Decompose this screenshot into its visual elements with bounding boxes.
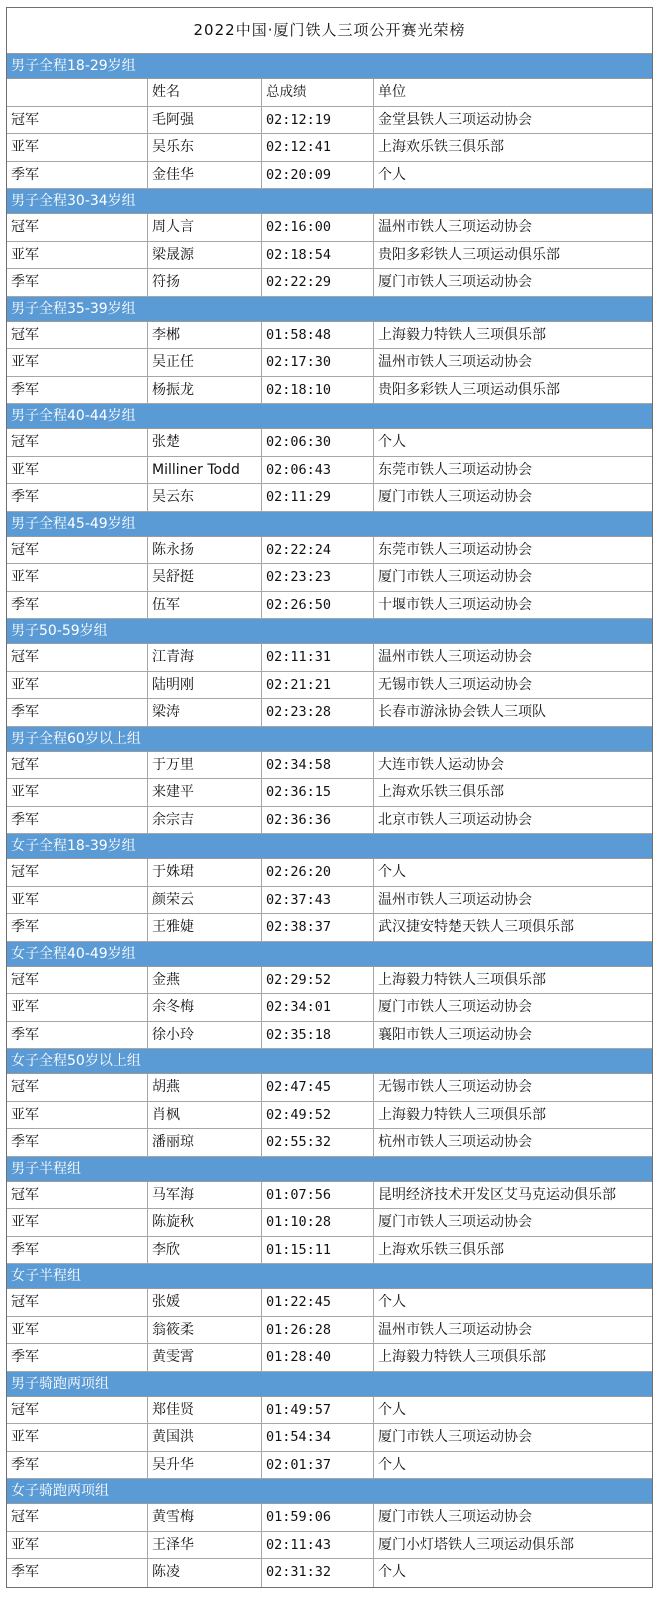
group-header: 女子半程组 bbox=[7, 1264, 652, 1289]
table-row bbox=[7, 592, 652, 620]
unit-cell: 上海毅力特铁人三项俱乐部 bbox=[373, 1344, 652, 1371]
table-row bbox=[7, 214, 652, 242]
rank-cell: 季军 bbox=[11, 919, 39, 935]
unit-cell: 东莞市铁人三项运动协会 bbox=[373, 537, 652, 564]
table-row bbox=[7, 967, 652, 995]
time-cell: 02:26:50 bbox=[261, 592, 373, 619]
table-row bbox=[7, 377, 652, 405]
table-row bbox=[7, 429, 652, 457]
rank-cell: 亚军 bbox=[11, 246, 39, 263]
time-cell: 01:58:48 bbox=[261, 322, 373, 349]
unit-cell: 东莞市铁人三项运动协会 bbox=[373, 457, 652, 484]
rank-cell: 季军 bbox=[11, 166, 39, 183]
name-cell: 陈旋秋 bbox=[147, 1209, 261, 1236]
time-cell: 02:26:20 bbox=[261, 859, 373, 886]
name-cell: 马军海 bbox=[147, 1182, 261, 1209]
rank-cell: 冠军 bbox=[11, 1401, 39, 1418]
name-cell: 李欣 bbox=[147, 1237, 261, 1264]
time-cell: 02:31:32 bbox=[261, 1559, 373, 1587]
name-cell: Milliner Todd bbox=[147, 457, 261, 484]
table-body bbox=[7, 54, 652, 1587]
table-row bbox=[7, 644, 652, 672]
time-cell: 01:07:56 bbox=[261, 1182, 373, 1209]
rank-cell: 冠军 bbox=[11, 1186, 39, 1203]
unit-cell: 个人 bbox=[373, 1397, 652, 1424]
group-header: 女子全程40-49岁组 bbox=[7, 942, 652, 967]
time-cell: 02:22:24 bbox=[261, 537, 373, 564]
rank-cell: 冠军 bbox=[11, 756, 39, 773]
unit-cell: 无锡市铁人三项运动协会 bbox=[373, 672, 652, 699]
time-cell: 01:26:28 bbox=[261, 1317, 373, 1344]
rank-cell: 季军 bbox=[11, 274, 39, 290]
name-cell: 颜荣云 bbox=[147, 887, 261, 914]
table-row bbox=[7, 807, 652, 835]
time-cell: 02:18:10 bbox=[261, 377, 373, 404]
table-row bbox=[7, 752, 652, 780]
name-cell: 吴舒挺 bbox=[147, 564, 261, 591]
unit-cell: 杭州市铁人三项运动协会 bbox=[373, 1129, 652, 1156]
table-row bbox=[7, 349, 652, 377]
table-row bbox=[7, 269, 652, 297]
rank-cell: 冠军 bbox=[11, 1509, 39, 1525]
unit-cell: 个人 bbox=[373, 429, 652, 456]
rank-cell: 亚军 bbox=[11, 461, 39, 478]
unit-cell: 个人 bbox=[373, 1559, 652, 1587]
group-header: 男子全程60岁以上组 bbox=[7, 727, 652, 752]
name-cell: 黄国洪 bbox=[147, 1424, 261, 1451]
time-cell: 02:12:19 bbox=[261, 107, 373, 134]
rank-cell: 季军 bbox=[11, 596, 39, 613]
column-header-rank bbox=[7, 79, 147, 106]
name-cell: 黄雪梅 bbox=[147, 1504, 261, 1531]
table-row bbox=[7, 1344, 652, 1372]
column-header-name: 姓名 bbox=[147, 79, 261, 106]
rank-cell: 冠军 bbox=[11, 541, 39, 558]
time-cell: 02:11:31 bbox=[261, 644, 373, 671]
rank-cell: 季军 bbox=[11, 1026, 39, 1043]
time-cell: 02:38:37 bbox=[261, 914, 373, 941]
unit-cell: 十堰市铁人三项运动协会 bbox=[373, 592, 652, 619]
name-cell: 胡燕 bbox=[147, 1074, 261, 1101]
rank-cell: 冠军 bbox=[11, 326, 39, 343]
time-cell: 02:35:18 bbox=[261, 1022, 373, 1049]
unit-cell: 厦门市铁人三项运动协会 bbox=[373, 484, 652, 511]
rank-cell: 季军 bbox=[11, 381, 39, 398]
rank-cell: 季军 bbox=[11, 1134, 39, 1150]
time-cell: 02:49:52 bbox=[261, 1102, 373, 1129]
table-row bbox=[7, 322, 652, 350]
unit-cell: 厦门小灯塔铁人三项运动俱乐部 bbox=[373, 1532, 652, 1559]
rank-cell: 亚军 bbox=[11, 1429, 39, 1445]
rank-cell: 亚军 bbox=[11, 354, 39, 370]
table-row bbox=[7, 1182, 652, 1210]
table-row bbox=[7, 1452, 652, 1480]
rank-cell: 冠军 bbox=[11, 1079, 39, 1095]
group-header: 男子50-59岁组 bbox=[7, 619, 652, 644]
page-title: 2022中国·厦门铁人三项公开赛光荣榜 bbox=[7, 8, 652, 54]
time-cell: 02:12:41 bbox=[261, 134, 373, 161]
name-cell: 于姝珺 bbox=[147, 859, 261, 886]
table-row bbox=[7, 457, 652, 485]
group-header: 女子骑跑两项组 bbox=[7, 1479, 652, 1504]
name-cell: 徐小玲 bbox=[147, 1022, 261, 1049]
table-row bbox=[7, 162, 652, 190]
column-header-unit: 单位 bbox=[373, 79, 652, 106]
unit-cell: 长春市游泳协会铁人三项队 bbox=[373, 699, 652, 726]
name-cell: 陈永扬 bbox=[147, 537, 261, 564]
time-cell: 02:34:58 bbox=[261, 752, 373, 779]
name-cell: 吴正任 bbox=[147, 349, 261, 376]
rank-cell: 亚军 bbox=[11, 1321, 39, 1338]
table-row bbox=[7, 994, 652, 1022]
unit-cell: 个人 bbox=[373, 1289, 652, 1316]
unit-cell: 上海毅力特铁人三项俱乐部 bbox=[373, 322, 652, 349]
unit-cell: 温州市铁人三项运动协会 bbox=[373, 214, 652, 241]
time-cell: 02:17:30 bbox=[261, 349, 373, 376]
time-cell: 02:06:30 bbox=[261, 429, 373, 456]
table-row bbox=[7, 134, 652, 162]
name-cell: 来建平 bbox=[147, 779, 261, 806]
rank-cell: 冠军 bbox=[11, 111, 39, 128]
rank-cell: 亚军 bbox=[11, 676, 39, 693]
time-cell: 02:21:21 bbox=[261, 672, 373, 699]
table-row bbox=[7, 859, 652, 887]
unit-cell: 金堂县铁人三项运动协会 bbox=[373, 107, 652, 134]
time-cell: 01:10:28 bbox=[261, 1209, 373, 1236]
time-cell: 02:36:36 bbox=[261, 807, 373, 834]
unit-cell: 北京市铁人三项运动协会 bbox=[373, 807, 652, 834]
rank-cell: 亚军 bbox=[11, 891, 39, 908]
unit-cell: 襄阳市铁人三项运动协会 bbox=[373, 1022, 652, 1049]
table-row bbox=[7, 1559, 652, 1587]
time-cell: 02:22:29 bbox=[261, 269, 373, 296]
table-row bbox=[7, 699, 652, 727]
table-row bbox=[7, 1532, 652, 1560]
group-header: 男子全程45-49岁组 bbox=[7, 512, 652, 537]
unit-cell: 无锡市铁人三项运动协会 bbox=[373, 1074, 652, 1101]
rank-cell: 亚军 bbox=[11, 999, 39, 1015]
group-header: 男子全程40-44岁组 bbox=[7, 404, 652, 429]
name-cell: 符扬 bbox=[147, 269, 261, 296]
unit-cell: 贵阳多彩铁人三项运动俱乐部 bbox=[373, 377, 652, 404]
time-cell: 02:23:23 bbox=[261, 564, 373, 591]
name-cell: 王泽华 bbox=[147, 1532, 261, 1559]
rank-cell: 冠军 bbox=[11, 1294, 39, 1310]
rank-cell: 季军 bbox=[11, 1456, 39, 1473]
table-row bbox=[7, 1237, 652, 1265]
unit-cell: 上海欢乐铁三俱乐部 bbox=[373, 134, 652, 161]
rank-cell: 冠军 bbox=[11, 971, 39, 988]
name-cell: 金佳华 bbox=[147, 162, 261, 189]
table-row bbox=[7, 1074, 652, 1102]
table-row bbox=[7, 1209, 652, 1237]
rank-cell: 冠军 bbox=[11, 649, 39, 665]
name-cell: 张楚 bbox=[147, 429, 261, 456]
time-cell: 01:59:06 bbox=[261, 1504, 373, 1531]
name-cell: 毛阿强 bbox=[147, 107, 261, 134]
rank-cell: 亚军 bbox=[11, 1214, 39, 1230]
name-cell: 吴乐东 bbox=[147, 134, 261, 161]
time-cell: 02:37:43 bbox=[261, 887, 373, 914]
name-cell: 伍军 bbox=[147, 592, 261, 619]
name-cell: 潘丽琼 bbox=[147, 1129, 261, 1156]
rank-cell: 季军 bbox=[11, 489, 39, 505]
name-cell: 肖枫 bbox=[147, 1102, 261, 1129]
group-header: 女子全程18-39岁组 bbox=[7, 834, 652, 859]
unit-cell: 大连市铁人运动协会 bbox=[373, 752, 652, 779]
rank-cell: 亚军 bbox=[11, 569, 39, 585]
name-cell: 张媛 bbox=[147, 1289, 261, 1316]
name-cell: 黄雯霄 bbox=[147, 1344, 261, 1371]
unit-cell: 个人 bbox=[373, 859, 652, 886]
unit-cell: 昆明经济技术开发区艾马克运动俱乐部 bbox=[373, 1182, 652, 1209]
time-cell: 01:22:45 bbox=[261, 1289, 373, 1316]
name-cell: 杨振龙 bbox=[147, 377, 261, 404]
table-row bbox=[7, 914, 652, 942]
time-cell: 02:11:29 bbox=[261, 484, 373, 511]
group-header: 男子骑跑两项组 bbox=[7, 1372, 652, 1397]
name-cell: 翁筱柔 bbox=[147, 1317, 261, 1344]
unit-cell: 上海毅力特铁人三项俱乐部 bbox=[373, 1102, 652, 1129]
name-cell: 余冬梅 bbox=[147, 994, 261, 1021]
time-cell: 02:16:00 bbox=[261, 214, 373, 241]
results-table bbox=[6, 7, 653, 1588]
time-cell: 01:28:40 bbox=[261, 1344, 373, 1371]
name-cell: 梁涛 bbox=[147, 699, 261, 726]
table-row bbox=[7, 107, 652, 135]
time-cell: 02:18:54 bbox=[261, 242, 373, 269]
rank-cell: 亚军 bbox=[11, 1536, 39, 1553]
table-row bbox=[7, 242, 652, 270]
unit-cell: 厦门市铁人三项运动协会 bbox=[373, 994, 652, 1021]
time-cell: 02:55:32 bbox=[261, 1129, 373, 1156]
name-cell: 陆明刚 bbox=[147, 672, 261, 699]
unit-cell: 温州市铁人三项运动协会 bbox=[373, 644, 652, 671]
time-cell: 01:49:57 bbox=[261, 1397, 373, 1424]
name-cell: 李郴 bbox=[147, 322, 261, 349]
name-cell: 余宗吉 bbox=[147, 807, 261, 834]
unit-cell: 上海欢乐铁三俱乐部 bbox=[373, 1237, 652, 1264]
time-cell: 02:20:09 bbox=[261, 162, 373, 189]
name-cell: 陈凌 bbox=[147, 1559, 261, 1587]
column-header-time: 总成绩 bbox=[261, 79, 373, 106]
name-cell: 江青海 bbox=[147, 644, 261, 671]
table-row bbox=[7, 887, 652, 915]
unit-cell: 武汉捷安特楚天铁人三项俱乐部 bbox=[373, 914, 652, 941]
table-row bbox=[7, 1289, 652, 1317]
rank-cell: 冠军 bbox=[11, 434, 39, 450]
unit-cell: 温州市铁人三项运动协会 bbox=[373, 887, 652, 914]
rank-cell: 季军 bbox=[11, 1241, 39, 1258]
table-row bbox=[7, 1129, 652, 1157]
table-row bbox=[7, 1504, 652, 1532]
time-cell: 02:36:15 bbox=[261, 779, 373, 806]
unit-cell: 厦门市铁人三项运动协会 bbox=[373, 1504, 652, 1531]
table-row bbox=[7, 1022, 652, 1050]
time-cell: 02:23:28 bbox=[261, 699, 373, 726]
name-cell: 于万里 bbox=[147, 752, 261, 779]
name-cell: 吴云东 bbox=[147, 484, 261, 511]
table-row bbox=[7, 1424, 652, 1452]
group-header: 男子全程18-29岁组 bbox=[7, 54, 652, 79]
group-header: 男子全程30-34岁组 bbox=[7, 189, 652, 214]
time-cell: 02:47:45 bbox=[261, 1074, 373, 1101]
name-cell: 王雅婕 bbox=[147, 914, 261, 941]
rank-cell: 季军 bbox=[11, 704, 39, 720]
rank-cell: 季军 bbox=[11, 811, 39, 828]
unit-cell: 上海欢乐铁三俱乐部 bbox=[373, 779, 652, 806]
time-cell: 02:06:43 bbox=[261, 457, 373, 484]
table-row bbox=[7, 1317, 652, 1345]
rank-cell: 亚军 bbox=[11, 1106, 39, 1123]
unit-cell: 贵阳多彩铁人三项运动俱乐部 bbox=[373, 242, 652, 269]
name-cell: 金燕 bbox=[147, 967, 261, 994]
table-row bbox=[7, 564, 652, 592]
table-row bbox=[7, 537, 652, 565]
name-cell: 吴升华 bbox=[147, 1452, 261, 1479]
rank-cell: 冠军 bbox=[11, 864, 39, 880]
group-header: 女子全程50岁以上组 bbox=[7, 1049, 652, 1074]
rank-cell: 季军 bbox=[11, 1349, 39, 1365]
group-header: 男子全程35-39岁组 bbox=[7, 297, 652, 322]
time-cell: 02:34:01 bbox=[261, 994, 373, 1021]
time-cell: 01:54:34 bbox=[261, 1424, 373, 1451]
table-row bbox=[7, 672, 652, 700]
time-cell: 01:15:11 bbox=[261, 1237, 373, 1264]
table-row bbox=[7, 484, 652, 512]
unit-cell: 厦门市铁人三项运动协会 bbox=[373, 1209, 652, 1236]
rank-cell: 亚军 bbox=[11, 784, 39, 800]
rank-cell: 季军 bbox=[11, 1564, 39, 1580]
unit-cell: 个人 bbox=[373, 162, 652, 189]
group-header: 男子半程组 bbox=[7, 1157, 652, 1182]
table-row bbox=[7, 1397, 652, 1425]
rank-cell: 亚军 bbox=[11, 139, 39, 155]
name-cell: 梁晟源 bbox=[147, 242, 261, 269]
name-cell: 郑佳贤 bbox=[147, 1397, 261, 1424]
unit-cell: 温州市铁人三项运动协会 bbox=[373, 1317, 652, 1344]
column-header-row bbox=[7, 79, 652, 107]
unit-cell: 厦门市铁人三项运动协会 bbox=[373, 269, 652, 296]
time-cell: 02:01:37 bbox=[261, 1452, 373, 1479]
rank-cell: 冠军 bbox=[11, 219, 39, 235]
time-cell: 02:11:43 bbox=[261, 1532, 373, 1559]
unit-cell: 个人 bbox=[373, 1452, 652, 1479]
unit-cell: 厦门市铁人三项运动协会 bbox=[373, 564, 652, 591]
name-cell: 周人言 bbox=[147, 214, 261, 241]
unit-cell: 厦门市铁人三项运动协会 bbox=[373, 1424, 652, 1451]
unit-cell: 上海毅力特铁人三项俱乐部 bbox=[373, 967, 652, 994]
table-row bbox=[7, 1102, 652, 1130]
unit-cell: 温州市铁人三项运动协会 bbox=[373, 349, 652, 376]
table-row bbox=[7, 779, 652, 807]
time-cell: 02:29:52 bbox=[261, 967, 373, 994]
